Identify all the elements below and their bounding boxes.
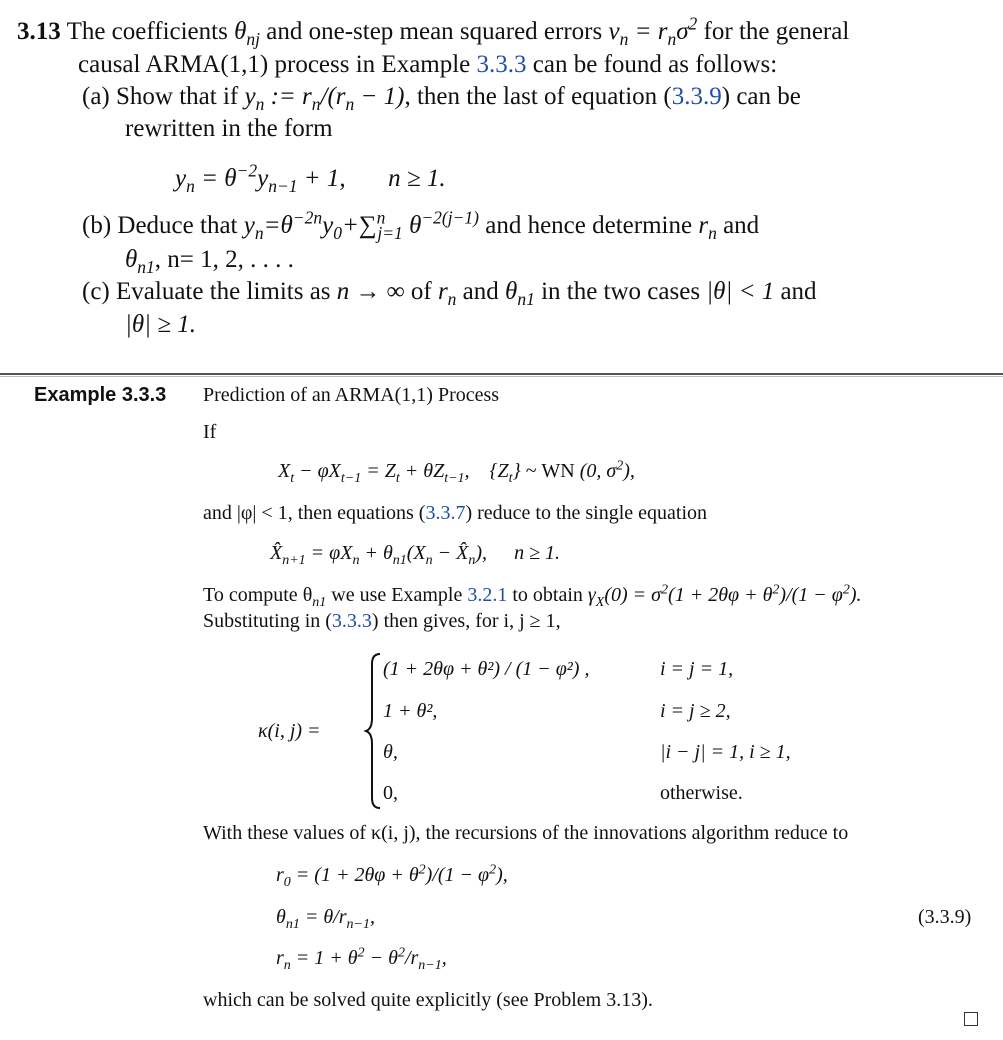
separator-top: [0, 373, 1003, 375]
case-value-3: θ,: [383, 741, 398, 763]
part-a-line-1: (a) Show that if $y_n$ := $r_n/(r_n - 1)$, then the last of equation (3.3.9) can be: [82, 83, 801, 114]
eq-link-333[interactable]: 3.3.3: [331, 610, 372, 632]
case-value-1: (1 + 2θφ + θ²) / (1 − φ²) ,: [383, 658, 590, 680]
closing-text: which can be solved quite explicitly (see Problem 3.13).: [203, 989, 653, 1011]
arma-equation: $X_t - \varphi X_{t-1} = Z_t + \theta Z_{t-1}$, $\{Z_t\}$ ~ WN (0, $\sigma^2$),: [278, 458, 635, 486]
part-b-line-2: $\theta_{n1}$, n= 1, 2, . . . .: [125, 246, 294, 277]
vn-formula: $v_n = r_n\sigma^2$: [608, 13, 698, 49]
case-cond-4: otherwise.: [660, 782, 743, 804]
part-c-line-1: (c) Evaluate the limits as n → ∞ of $r_n$ and $\theta_{n1}$ in the two cases |θ| < 1 and: [82, 278, 817, 309]
problem-line-1: 3.13 The coefficients $\theta_{nj}$ and one-step mean squared errors $v_n = r_n\sigma^2$ for the general: [17, 13, 850, 49]
recursion-theta: $\theta_{n1} = \theta/r_{n-1}$,: [276, 906, 375, 932]
eq-link-337[interactable]: 3.3.7: [425, 502, 466, 524]
example-link[interactable]: 3.3.3: [476, 51, 527, 78]
part-c-line-2: |θ| ≥ 1.: [125, 311, 196, 338]
case-value-2: 1 + θ²,: [383, 700, 438, 722]
example-title: Prediction of an ARMA(1,1) Process: [203, 384, 500, 406]
end-of-example-box: [964, 1012, 978, 1026]
example-label: Example 3.3.3: [34, 384, 167, 406]
separator-top-shade: [0, 376, 1003, 377]
yn-sum-formula: $y_n=\theta^{-2n}y_0+\sum^n_{j=1}$ $\theta^{-2(j-1)}$: [243, 207, 479, 243]
case-cond-2: i = j ≥ 2,: [660, 700, 731, 722]
compute-text: To compute $\theta_{n1}$ we use Example 3.2.1 to obtain $\gamma_X(0) = \sigma^2(1 + 2\theta\varphi + \theta^2)/(1 - \varphi^2)$.: [203, 582, 862, 610]
case-cond-1: i = j = 1,: [660, 658, 734, 680]
case-cond-3: |i − j| = 1, i ≥ 1,: [660, 741, 791, 763]
problem-line-2: causal ARMA(1,1) process in Example 3.3.3 can be found as follows:: [78, 51, 778, 78]
example-link-321[interactable]: 3.2.1: [467, 584, 508, 606]
if-word: If: [203, 421, 217, 443]
subst-text: Substituting in (3.3.3) then gives, for i, j ≥ 1,: [203, 610, 561, 632]
equation-number: (3.3.9): [918, 906, 972, 928]
prediction-equation: $X̂_{n+1} = \varphi X_n + \theta_{n1}(X_n$ − $X̂_n$), n ≥ 1.: [270, 542, 561, 568]
part-b-line-1: (b) Deduce that $y_n=\theta^{-2n}y_0+\sum^n_{j=1}$ $\theta^{-2(j-1)}$ and hence determine $r_n$ and: [82, 207, 760, 243]
recursion-rn: $r_n = 1 + \theta^2 - \theta^2/r_{n-1}$,: [276, 945, 447, 973]
kappa-label: κ(i, j) =: [258, 720, 321, 742]
recursion-r0: $r_0 = (1 + 2\theta\varphi + \theta^2)/(1 - \varphi^2)$,: [276, 862, 508, 890]
part-a-equation: $y_n = \theta^{-2}y_{n-1} + 1$, n ≥ 1.: [175, 160, 446, 196]
case-value-4: 0,: [383, 782, 398, 804]
eq-link-339[interactable]: 3.3.9: [671, 83, 722, 110]
and-text: and |φ| < 1, then equations (3.3.7) reduce to the single equation: [203, 502, 708, 524]
part-a-line-2: rewritten in the form: [125, 115, 333, 142]
piecewise-brace: [364, 652, 382, 810]
with-text: With these values of κ(i, j), the recursions of the innovations algorithm reduce to: [203, 822, 849, 844]
problem-number: 3.13: [17, 18, 61, 45]
